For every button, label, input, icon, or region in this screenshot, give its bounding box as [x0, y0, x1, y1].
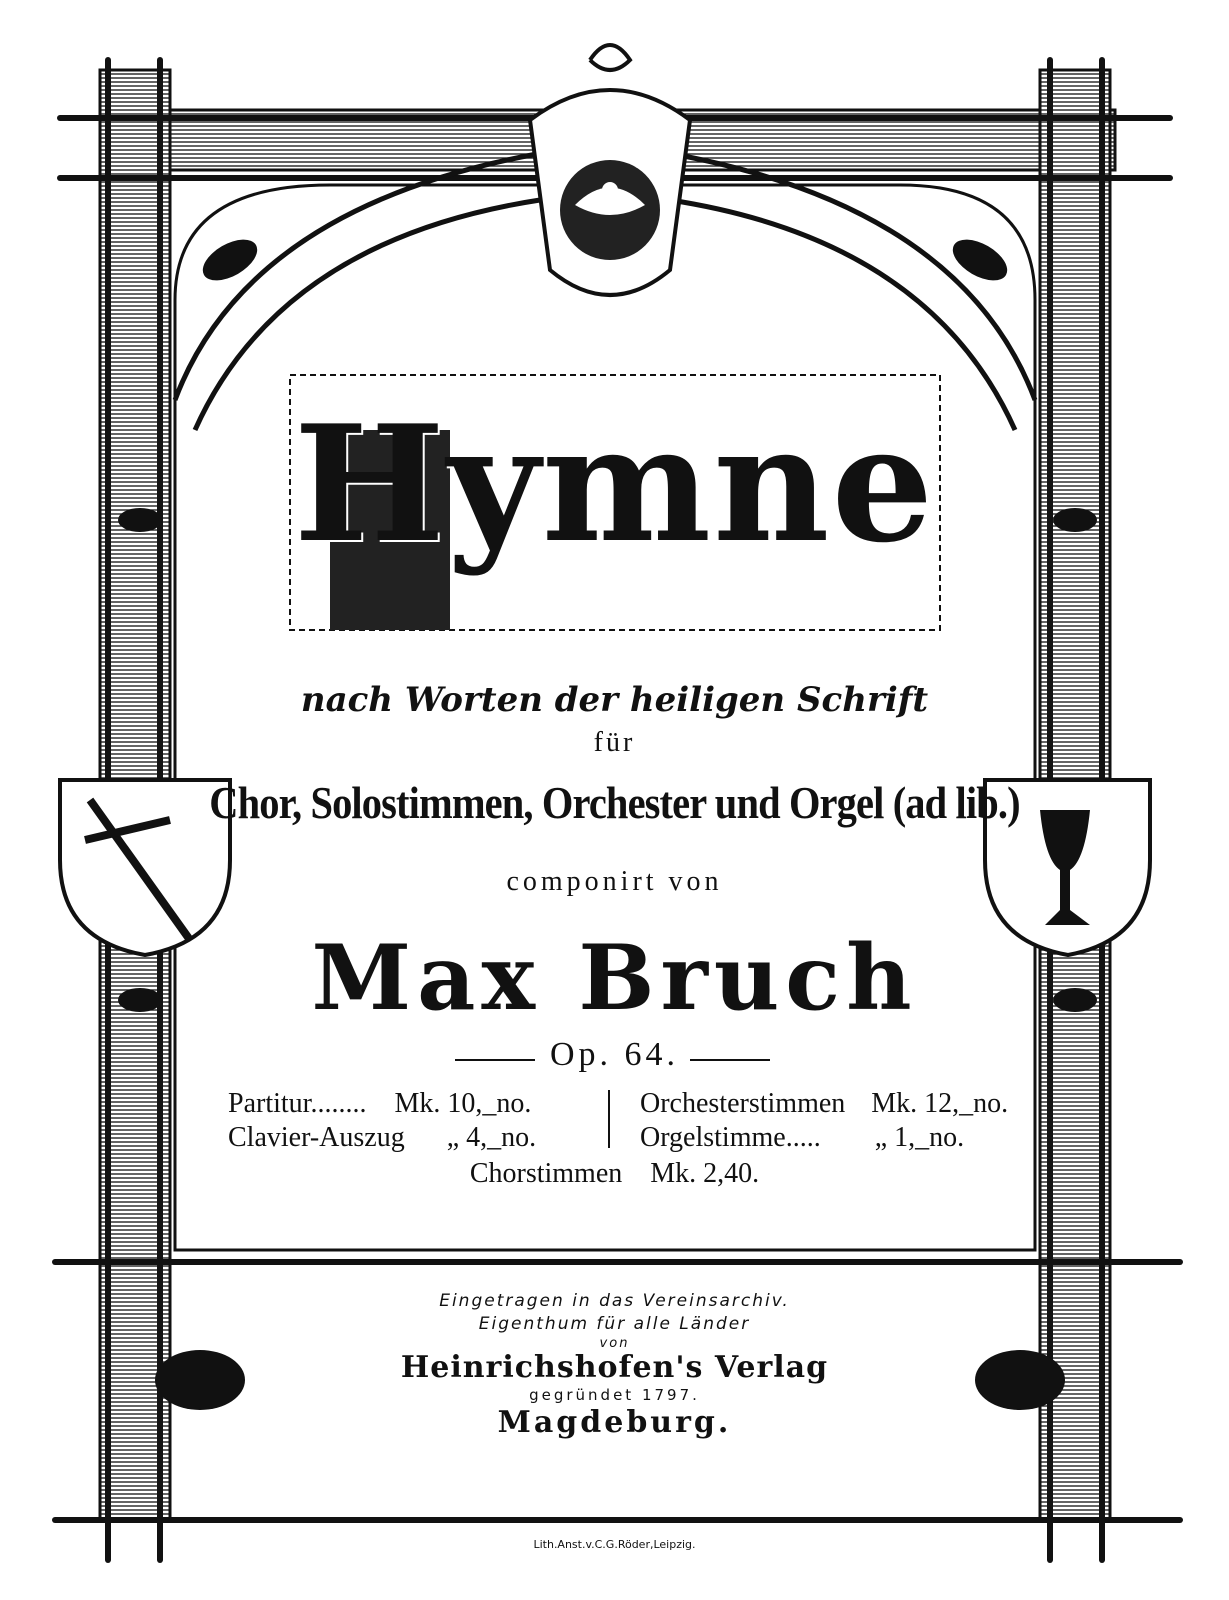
for-label: für: [593, 727, 636, 758]
instrumentation: Chor, Solostimmen, Orchester und Orgel (ad lib.): [209, 777, 1020, 828]
dove-emblem-icon: [530, 45, 690, 295]
price-value: Mk. 2,40.: [650, 1158, 760, 1189]
price-row-center: [0, 1158, 1229, 1190]
price-item: Clavier-Auszug: [228, 1122, 405, 1153]
publisher-city: Magdeburg.: [497, 1405, 732, 1440]
price-row: [228, 1122, 536, 1154]
registration-note: Eingetragen in das Vereinsarchiv.: [439, 1291, 790, 1311]
price-value: Mk. 12,_no.: [871, 1088, 1009, 1119]
price-row: [228, 1088, 531, 1120]
publisher-name: Heinrichshofen's Verlag: [400, 1350, 829, 1385]
price-value: „ 4,_no.: [446, 1122, 537, 1153]
price-divider: [608, 1090, 610, 1148]
price-value: Mk. 10,_no.: [394, 1088, 532, 1119]
price-item: Chorstimmen: [469, 1158, 623, 1189]
composed-by-label: componirt von: [506, 866, 723, 897]
price-item: Partitur........: [228, 1088, 367, 1119]
subtitle: nach Worten der heiligen Schrift: [300, 680, 929, 720]
ownership-note: Eigenthum für alle Länder: [478, 1314, 751, 1334]
composer-name: Max Bruch: [311, 925, 918, 1031]
price-row: [640, 1088, 1008, 1120]
founded-note: gegründet 1797.: [529, 1386, 700, 1404]
price-row: [640, 1122, 964, 1154]
price-item: Orchesterstimmen: [640, 1088, 846, 1119]
opus-number: Op. 64.: [549, 1036, 680, 1073]
von-label: von: [599, 1336, 630, 1351]
price-item: Orgelstimme.....: [640, 1122, 821, 1153]
price-value: „ 1,_no.: [874, 1122, 965, 1153]
printer-credit: Lith.Anst.v.C.G.Röder,Leipzig.: [533, 1538, 696, 1551]
work-title: Hymne: [293, 390, 936, 578]
